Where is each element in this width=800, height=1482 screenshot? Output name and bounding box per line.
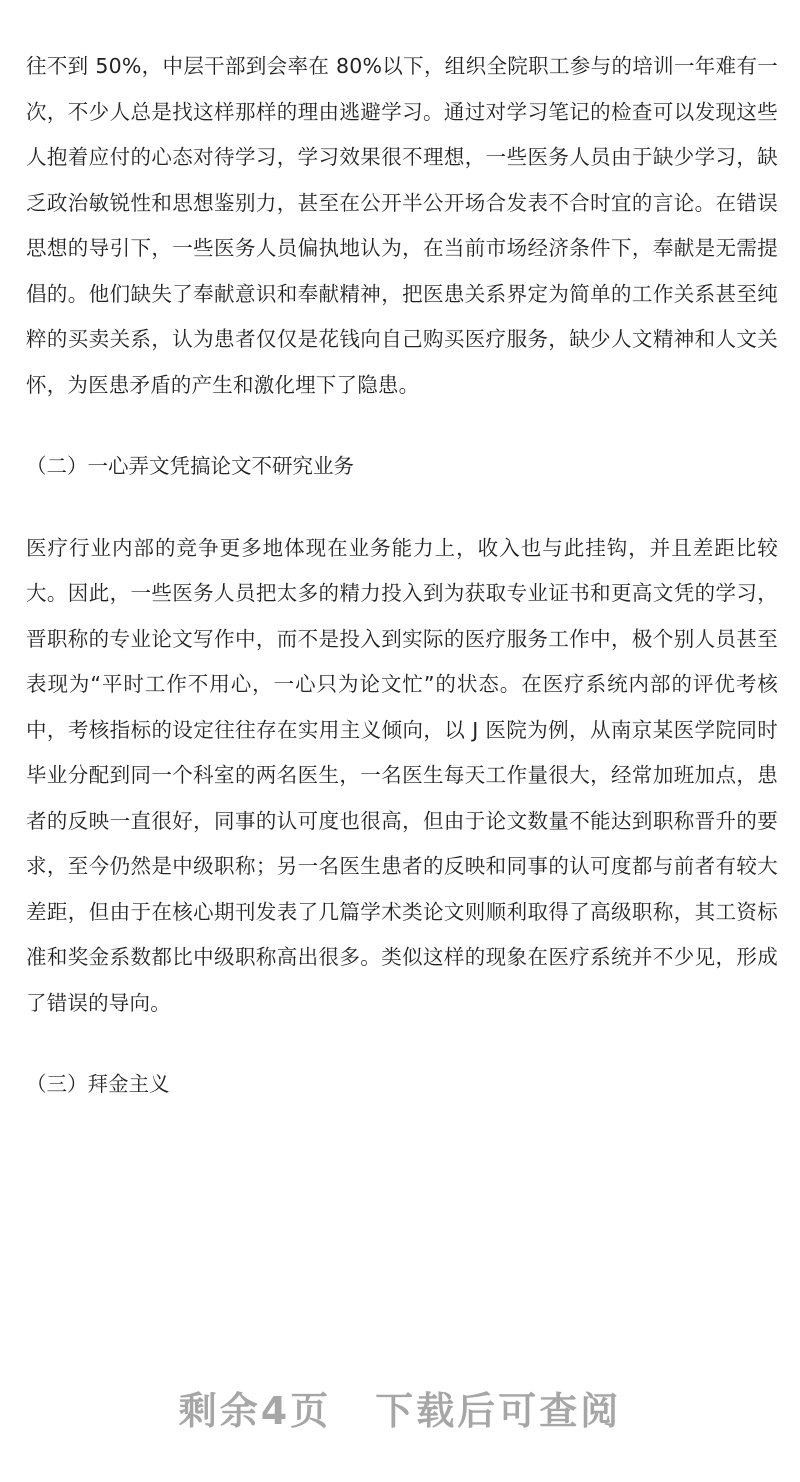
section-heading-3: （三）拜金主义: [26, 1072, 170, 1096]
section-spacer: [26, 1026, 778, 1062]
section-heading-2: （二）一心弄文凭搞论文不研究业务: [26, 454, 354, 478]
paragraph-1: 往不到 50%，中层干部到会率在 80%以下，组织全院职工参与的培训一年难有一次，不少人总是找这样那样的理由逃避学习。通过对学习笔记的检查可以发现这些人抱着应付的心态对待学习，学习效果很不理想，一些医务人员由于缺少学习，缺乏政治敏锐性和思想鉴别力，甚至在公开半公开场合发表不合时宜的言论。在错误思想的导引下，一些医务人员偏执地认为，在当前市场经济条件下，奉献是无需提倡的。他们缺失了奉献意识和奉献精神，把医患关系界定为简单的工作关系甚至纯粹的买卖关系，认为患者仅仅是花钱向自己购买医疗服务，缺少人文精神和人文关怀，为医患矛盾的产生和激化埋下了隐患。: [26, 54, 778, 397]
section-spacer: [26, 490, 778, 526]
remaining-pages-text: 剩余4页: [178, 1389, 332, 1433]
download-banner[interactable]: [0, 1380, 800, 1435]
section-spacer: [26, 408, 778, 444]
download-prompt-text: 下载后可查阅: [375, 1389, 622, 1433]
document-body: [26, 44, 778, 1108]
paragraph-2: 医疗行业内部的竞争更多地体现在业务能力上，收入也与此挂钩，并且差距比较大。因此，一些医务人员把太多的精力投入到为获取专业证书和更高文凭的学习，晋职称的专业论文写作中，而不是投入到实际的医疗服务工作中，极个别人员甚至表现为“平时工作不用心，一心只为论文忙”的状态。在医疗系统内部的评优考核中，考核指标的设定往往存在实用主义倾向，以 J 医院为例，从南京某医学院同时毕业分配到同一个科室的两名医生，一名医生每天工作量很大，经常加班加点，患者的反映一直很好，同事的认可度也很高，但由于论文数量不能达到职称晋升的要求，至今仍然是中级职称；另一名医生患者的反映和同事的认可度都与前者有较大差距，但由于在核心期刊发表了几篇学术类论文则顺利取得了高级职称，其工资标准和奖金系数都比中级职称高出很多。类似这样的现象在医疗系统并不少见，形成了错误的导向。: [26, 535, 778, 1015]
